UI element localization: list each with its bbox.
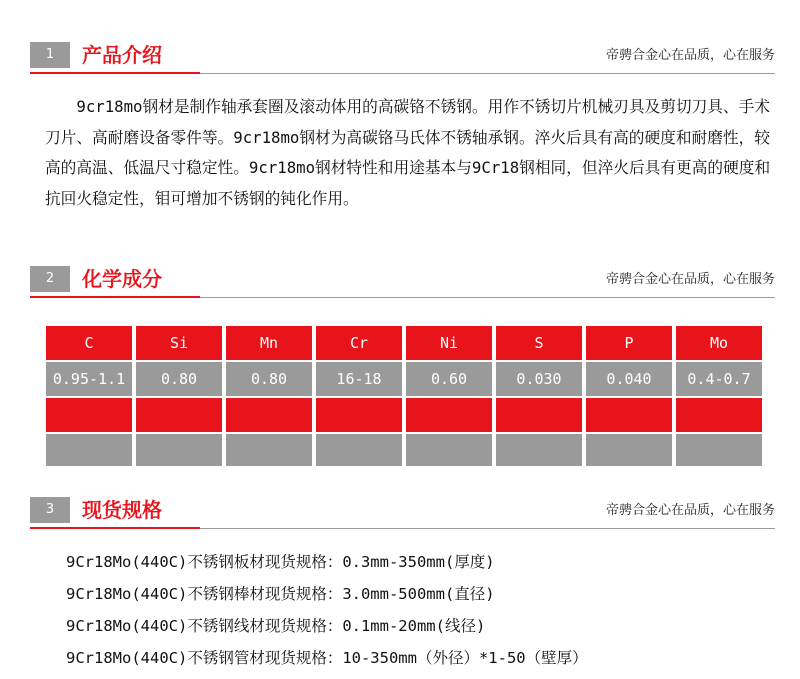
value-cell: 16-18 <box>314 362 404 396</box>
element-cell: Cr <box>314 326 404 360</box>
element-cell: P <box>584 326 674 360</box>
slogan-text: 帝骋合金心在品质，心在服务 <box>605 48 775 63</box>
element-cell: C <box>46 326 134 360</box>
value-cell: 0.60 <box>404 362 494 396</box>
list-item: 9Cr18Mo(440C)不锈钢管材现货规格：10-350mm（外径）*1-50（壁厚） <box>66 649 588 667</box>
title-underline <box>30 72 200 74</box>
value-cell: 0.030 <box>494 362 584 396</box>
section-title: 产品介绍 <box>82 43 162 67</box>
element-cell: Si <box>134 326 224 360</box>
table-row <box>46 362 762 396</box>
value-cell: 0.040 <box>584 362 674 396</box>
slogan-text: 帝骋合金心在品质，心在服务 <box>605 272 775 287</box>
divider-line <box>200 73 775 74</box>
title-underline <box>30 296 200 298</box>
title-underline <box>30 527 200 529</box>
element-cell: Mn <box>224 326 314 360</box>
section-header-chemical-composition <box>30 266 775 298</box>
section-number: 1 <box>30 42 70 68</box>
list-item: 9Cr18Mo(440C)不锈钢线材现货规格：0.1mm-20mm(线径) <box>66 617 486 635</box>
table-header-row <box>46 326 762 360</box>
divider-line <box>200 297 775 298</box>
element-cell: Mo <box>674 326 762 360</box>
list-item: 9Cr18Mo(440C)不锈钢棒材现货规格：3.0mm-500mm(直径) <box>66 585 495 603</box>
section-header-stock-specs <box>30 497 775 529</box>
section-title: 化学成分 <box>82 267 162 291</box>
section-title: 现货规格 <box>82 498 162 522</box>
value-cell: 0.4-0.7 <box>674 362 762 396</box>
element-cell: S <box>494 326 584 360</box>
table-row-empty <box>46 434 762 466</box>
spec-list <box>66 546 588 674</box>
slogan-text: 帝骋合金心在品质，心在服务 <box>605 503 775 518</box>
section-header-product-intro <box>30 42 775 74</box>
value-cell: 0.80 <box>224 362 314 396</box>
value-cell: 0.80 <box>134 362 224 396</box>
divider-line <box>200 528 775 529</box>
product-intro-text: 9cr18mo钢材是制作轴承套圈及滚动体用的高碳铬不锈钢。用作不锈切片机械刃具及剪切刀具、手术刀片、高耐磨设备零件等。9cr18mo钢材为高碳铬马氏体不锈轴承钢。淬火后具有高的硬度和耐磨性，较高的高温、低温尺寸稳定性。9cr18mo钢材特性和用途基本与9Cr18钢相同，但淬火后具有更高的硬度和抗回火稳定性，钼可增加不锈钢的钝化作用。 <box>45 97 771 208</box>
table-row-empty <box>46 398 762 432</box>
composition-table <box>46 326 762 466</box>
value-cell: 0.95-1.1 <box>46 362 134 396</box>
section-number: 2 <box>30 266 70 292</box>
section-number: 3 <box>30 497 70 523</box>
element-cell: Ni <box>404 326 494 360</box>
list-item: 9Cr18Mo(440C)不锈钢板材现货规格：0.3mm-350mm(厚度) <box>66 553 495 571</box>
